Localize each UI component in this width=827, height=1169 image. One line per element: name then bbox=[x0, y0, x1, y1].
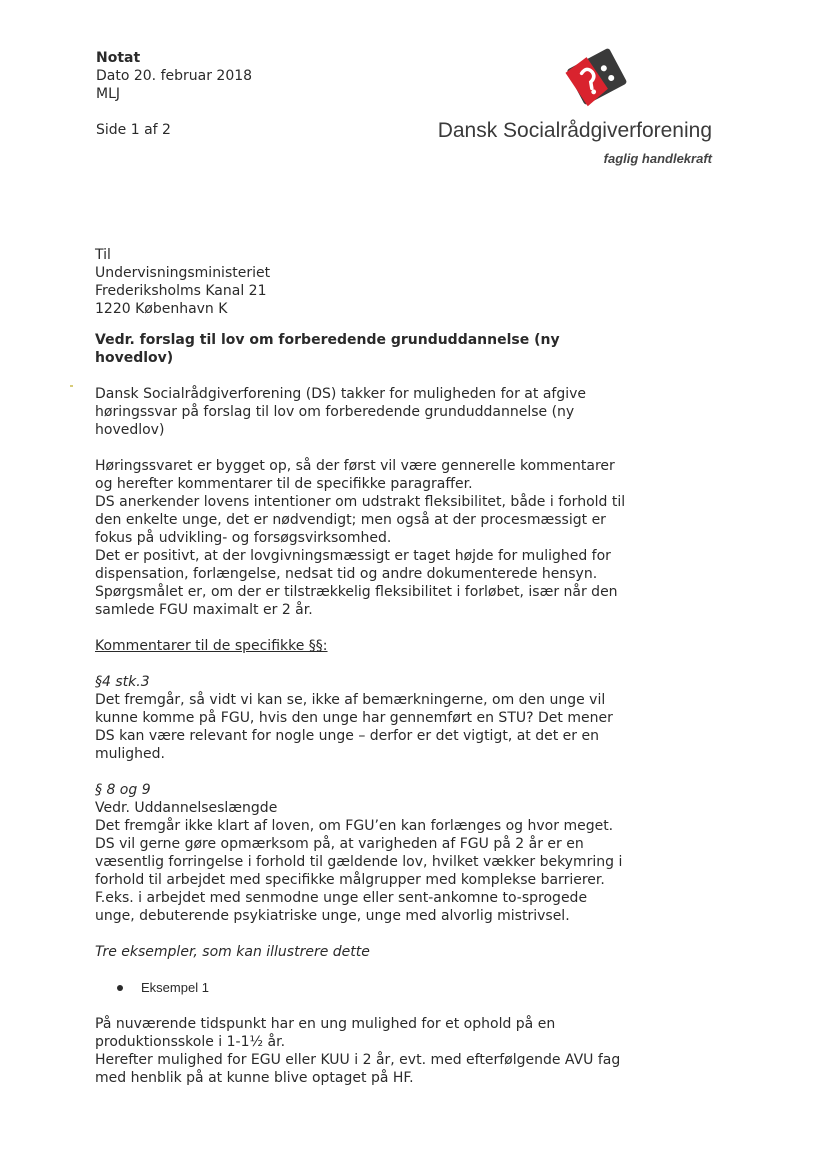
paragraph-subheading: Vedr. Uddannelseslængde bbox=[95, 800, 278, 816]
body-line: DS anerkender lovens intentioner om udstrakt fleksibilitet, både i forhold til bbox=[95, 494, 626, 510]
body-line: Det fremgår ikke klart af loven, om FGU’en kan forlænges og hvor meget. bbox=[95, 818, 614, 834]
org-name: Dansk Socialrådgiverforening bbox=[437, 119, 712, 142]
body-line: Høringssvaret er bygget op, så der først vil være gennerelle kommentarer bbox=[95, 458, 615, 474]
body-line: høringssvar på forslag til lov om forberedende grunduddannelse (ny bbox=[95, 404, 575, 420]
body-line: den enkelte unge, det er nødvendigt; men også at der procesmæssigt er bbox=[95, 512, 606, 528]
scan-speck bbox=[70, 385, 73, 387]
subject-line: Vedr. forslag til lov om forberedende grunduddannelse (ny bbox=[95, 332, 560, 348]
body-line: Herefter mulighed for EGU eller KUU i 2 år, evt. med efterfølgende AVU fag bbox=[95, 1052, 621, 1068]
recipient-line: Frederiksholms Kanal 21 bbox=[95, 283, 267, 299]
recipient-line: 1220 København K bbox=[95, 301, 228, 317]
letter-body bbox=[95, 331, 635, 1087]
body-line: samlede FGU maximalt er 2 år. bbox=[95, 602, 313, 618]
paragraph-heading: § 8 og 9 bbox=[95, 782, 151, 798]
body-line: hovedlov) bbox=[95, 422, 165, 438]
body-line: F.eks. i arbejdet med senmodne unge eller sent-ankomne to-sprogede bbox=[95, 890, 588, 906]
body-line: Det er positivt, at der lovgivningsmæssigt er taget højde for mulighed for bbox=[95, 548, 611, 564]
paragraph-heading: §4 stk.3 bbox=[95, 674, 150, 690]
list-item bbox=[117, 979, 635, 997]
page-indicator: Side 1 af 2 bbox=[96, 122, 171, 138]
recipient-line: Undervisningsministeriet bbox=[95, 265, 271, 281]
examples-intro: Tre eksempler, som kan illustrere dette bbox=[95, 944, 370, 960]
body-line: med henblik på at kunne blive optaget på HF. bbox=[95, 1070, 414, 1086]
body-line: dispensation, forlængelse, nedsat tid og andre dokumenterede hensyn. bbox=[95, 566, 598, 582]
recipient-to: Til bbox=[95, 247, 111, 263]
body-line: væsentlig forringelse i forhold til gældende lov, hvilket vækker bekymring i bbox=[95, 854, 623, 870]
section-heading: Kommentarer til de specifikke §§: bbox=[95, 638, 328, 654]
ds-logo-icon bbox=[563, 47, 629, 107]
body-line: Dansk Socialrådgiverforening (DS) takker for muligheden for at afgive bbox=[95, 386, 587, 402]
document-date: Dato 20. februar 2018 bbox=[96, 68, 253, 84]
subject-line: hovedlov) bbox=[95, 350, 174, 366]
body-line: Spørgsmålet er, om der er tilstrækkelig fleksibilitet i forløbet, især når den bbox=[95, 584, 618, 600]
body-line: fokus på udvikling- og forsøgsvirksomhed. bbox=[95, 530, 392, 546]
body-line: forhold til arbejdet med specifikke målgrupper med komplekse barrierer. bbox=[95, 872, 605, 888]
body-line: mulighed. bbox=[95, 746, 165, 762]
author-initials: MLJ bbox=[96, 86, 121, 102]
body-line: og herefter kommentarer til de specifikke paragraffer. bbox=[95, 476, 473, 492]
bullet-icon bbox=[117, 985, 123, 991]
body-line: På nuværende tidspunkt har en ung mulighed for et ophold på en bbox=[95, 1016, 556, 1032]
body-line: produktionsskole i 1-1½ år. bbox=[95, 1034, 286, 1050]
document-meta bbox=[96, 49, 252, 139]
body-line: Det fremgår, så vidt vi kan se, ikke af bemærkningerne, om den unge vil bbox=[95, 692, 606, 708]
recipient-address bbox=[95, 246, 270, 318]
document-type: Notat bbox=[96, 50, 141, 66]
body-line: kunne komme på FGU, hvis den unge har gennemført en STU? Det mener bbox=[95, 710, 613, 726]
org-tagline: faglig handlekraft bbox=[603, 151, 712, 166]
example-label: Eksempel 1 bbox=[141, 980, 209, 995]
body-line: DS kan være relevant for nogle unge – derfor er det vigtigt, at det er en bbox=[95, 728, 599, 744]
body-line: unge, debuterende psykiatriske unge, unge med alvorlig mistrivsel. bbox=[95, 908, 570, 924]
body-line: DS vil gerne gøre opmærksom på, at varigheden af FGU på 2 år er en bbox=[95, 836, 584, 852]
